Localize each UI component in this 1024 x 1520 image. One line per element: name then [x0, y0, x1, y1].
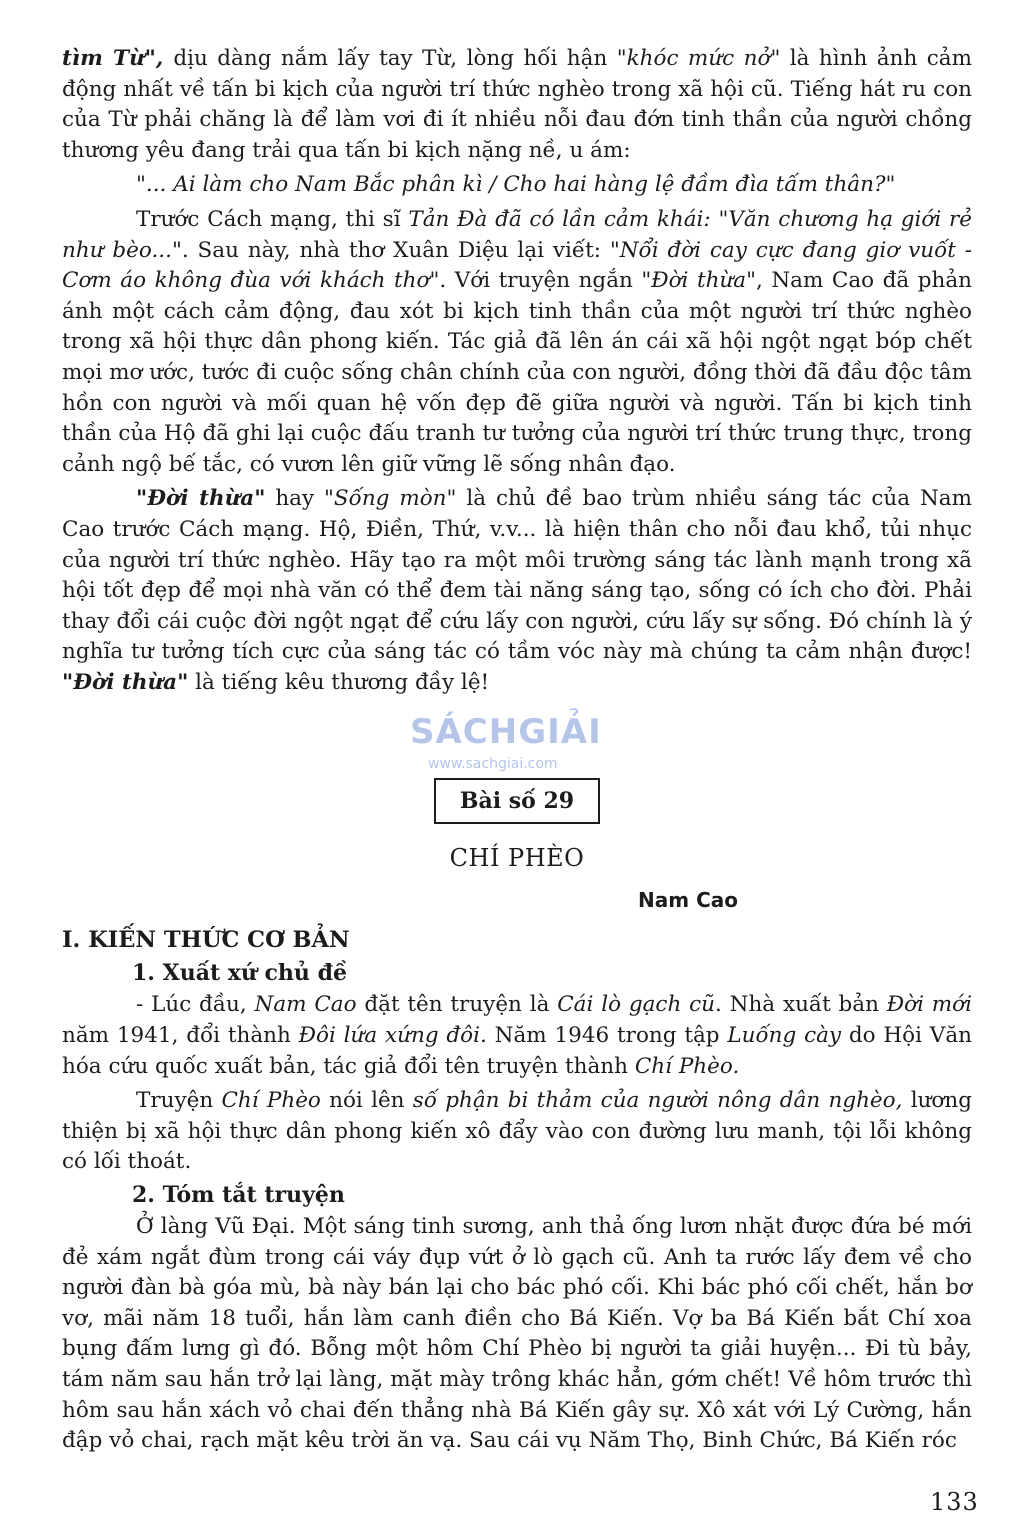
page-content	[62, 44, 972, 1457]
italic-bold-phrase: "Đời thừa"	[62, 669, 189, 695]
text-run: . Với truyện ngắn	[439, 268, 642, 294]
text-run: đặt tên truyện là	[356, 992, 558, 1018]
italic-phrase: "Sống mòn"	[324, 486, 457, 512]
italic-phrase: Tản Đà đã có lần cảm khái: "Văn chương hạ giới rẻ như bèo..."	[62, 206, 973, 263]
text-run: Năm 1946 trong tập	[486, 1023, 728, 1049]
italic-phrase: Đôi lứa xứng đôi.	[298, 1023, 487, 1049]
poem-quote: "... Ai làm cho Nam Bắc phân kì / Cho hai hàng lệ đầm đìa tấm thân?"	[136, 172, 896, 198]
italic-phrase: Luống cày	[727, 1023, 842, 1049]
page-number: 133	[930, 1488, 979, 1516]
italic-bold-phrase: tìm Từ",	[62, 46, 174, 71]
paragraph-summary: Ở làng Vũ Đại. Một sáng tinh sương, anh thả ống lươn nhặt được đứa bé mới đẻ xám ngắt đùm trong cái váy đụp vứt ở lò gạch cũ. Anh ta rước lấy đem về cho người đàn bà góa mù, bà này bán lại cho bác phó cối. Khi bác phó cối chết, hắn bơ vơ, mãi năm 18 tuổi, hắn làm canh điền cho Bá Kiến. Vợ ba Bá Kiến bắt Chí xoa bụng đấm lưng gì đó. Bỗng một hôm Chí Phèo bị người ta giải huyện... Đi tù bảy, tám năm sau hắn trở lại làng, mặt mày trông khác hẳn, gớm chết! Về hôm trước thì hôm sau hắn xách vỏ chai đến thẳng nhà Bá Kiến gây sự. Xô xát với Lý Cường, hắn đập vỏ chai, rạch mặt kêu trời ăn vạ. Sau cái vụ Năm Thọ, Binh Chức, Bá Kiến róc	[62, 1214, 972, 1454]
text-run: . Sau này, nhà thơ Xuân Diệu lại viết:	[181, 237, 610, 263]
italic-phrase: "Nổi đời cay cực đang giơ vuốt - Cơm áo không đùa với khách thơ"	[62, 237, 972, 294]
text-run: năm 1941, đổi thành	[62, 1023, 299, 1049]
italic-phrase: Chí Phèo.	[634, 1053, 740, 1079]
lesson-author: Nam Cao	[638, 888, 738, 913]
text-run: là tiếng kêu thương đầy lệ!	[188, 669, 490, 695]
text-run: lương thiện bị xã hội thực dân phong kiến xô đẩy vào con đường lưu manh, tội lỗi không có lối thoát.	[62, 1088, 972, 1175]
paragraph-conclusion	[62, 484, 972, 698]
italic-phrase: Đời mới	[886, 992, 972, 1018]
watermark-logo: SÁCHGIẢI	[410, 712, 602, 752]
italic-phrase: số phận bi thảm của người nông dân nghèo,	[412, 1088, 903, 1114]
text-run: do Hội Văn hóa cứu quốc xuất bản, tác giả đổi tên truyện thành	[62, 1023, 972, 1079]
paragraph-revolution	[62, 205, 972, 480]
sub-heading-summary: 2. Tóm tắt truyện	[132, 1182, 345, 1209]
text-run: là chủ đề bao trùm nhiều sáng tác của Nam Cao trước Cách mạng. Hộ, Điền, Thứ, v.v... là hiện thân cho nỗi đau khổ, tủi nhục của người trí thức nghèo. Hãy tạo ra một môi trường sáng tác lành mạnh trong xã hội tốt đẹp để mọi nhà văn có thể đem tài năng sáng tạo, sống có ích cho đời. Phải thay đổi cái cuộc đời ngột ngạt để cứu lấy con người, cứu lấy sự sống. Đó chính là ý nghĩa tư tưởng tích cực của sáng tác có tầm vóc này mà chúng ta cảm nhận được!	[62, 486, 972, 665]
text-run: . Nhà xuất bản	[715, 992, 887, 1018]
paragraph-intro	[62, 44, 972, 166]
italic-phrase: "Đời thừa"	[641, 268, 756, 294]
watermark-url: www.sachgiai.com	[428, 756, 558, 772]
sub-heading-origin: 1. Xuất xứ chủ đề	[132, 960, 347, 987]
italic-phrase: Chí Phèo	[221, 1088, 321, 1114]
text-run: Trước Cách mạng, thi sĩ	[136, 206, 409, 232]
section-heading: I. KIẾN THỨC CƠ BẢN	[62, 927, 350, 954]
italic-bold-phrase: "Đời thừa"	[136, 486, 266, 512]
paragraph-theme	[62, 1086, 972, 1178]
italic-phrase: Cái lò gạch cũ	[557, 992, 715, 1018]
text-run: , Nam Cao đã phản ánh một cách cảm động, đau xót bi kịch tinh thần của một người trí thức nghèo trong xã hội thực dân phong kiến. Tác giả đã lên án cái xã hội ngột ngạt bóp chết mọi mơ ước, tước đi cuộc sống chân chính của con người, đồng thời đã đầu độc tâm hồn con người và mối quan hệ vốn đẹp đẽ giữa người và người. Tấn bi kịch tinh thần của Hộ đã ghi lại cuộc đấu tranh tư tưởng của người trí thức trung thực, trong cảnh ngộ bế tắc, có vươn lên giữ vững lẽ sống nhân đạo.	[62, 268, 972, 477]
italic-phrase: "khóc mức nở"	[616, 46, 781, 71]
lesson-title: CHÍ PHÈO	[449, 844, 585, 873]
text-run: hay	[265, 486, 325, 512]
italic-phrase: Nam Cao	[254, 992, 357, 1018]
lesson-header	[62, 778, 972, 824]
text-run: nói lên	[320, 1088, 413, 1114]
lesson-number-box: Bài số 29	[434, 778, 600, 824]
paragraph-origin	[62, 990, 972, 1082]
text-run: Truyện	[136, 1088, 222, 1114]
text-run: - Lúc đầu,	[136, 992, 255, 1018]
text-run: dịu dàng nắm lấy tay Từ, lòng hối hận	[173, 46, 617, 71]
text-run: là hình ảnh cảm động nhất về tấn bi kịch của người trí thức nghèo trong xã hội cũ. Tiếng hát ru con của Từ phải chăng là để làm vơi đi ít nhiều nỗi đau đớn tinh thần của người chồng thương yêu đang trải qua tấn bi kịch nặng nề, u ám:	[62, 46, 972, 163]
